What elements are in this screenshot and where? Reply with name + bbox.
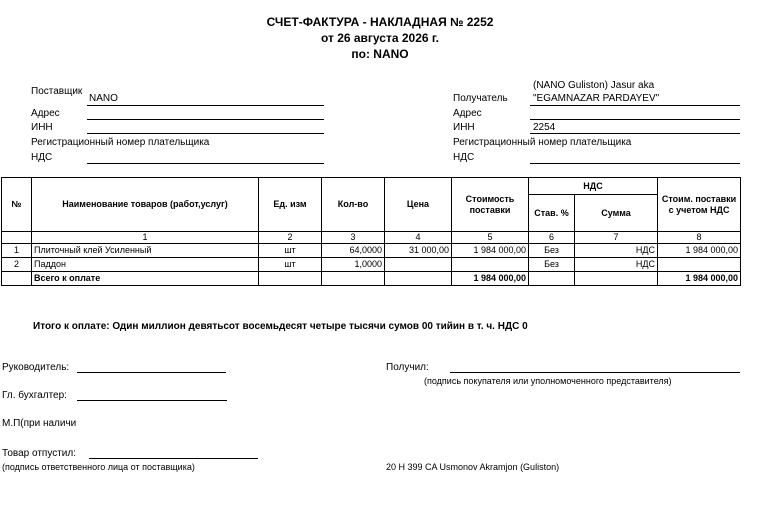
supplier-address-underline xyxy=(87,119,324,120)
recipient-value-line1: (NANO Guliston) Jasur aka xyxy=(533,80,655,91)
invoice-title: СЧЕТ-ФАКТУРА - НАКЛАДНАЯ № 2252 xyxy=(266,15,494,29)
supplier-reg-label: Регистрационный номер плательщика xyxy=(31,137,210,148)
row-name: Паддон xyxy=(32,258,259,272)
row-cost xyxy=(452,258,529,272)
row-qty: 64,0000 xyxy=(322,244,385,258)
director-signature-line xyxy=(77,372,226,373)
col-number: 4 xyxy=(385,232,452,244)
header-qty: Кол-во xyxy=(322,178,385,232)
column-numbers-row xyxy=(2,232,741,244)
table-row xyxy=(2,258,741,272)
goods-table xyxy=(1,177,741,286)
invoice-date: от 26 августа 2026 г. xyxy=(320,31,440,45)
row-unit: шт xyxy=(259,258,322,272)
recipient-label: Получатель xyxy=(453,93,508,104)
stamp-label: М.П(при наличи xyxy=(2,418,77,429)
col-number: 5 xyxy=(452,232,529,244)
director-label: Руководитель: xyxy=(2,362,70,373)
recipient-inn-value: 2254 xyxy=(533,122,556,133)
released-signature-line xyxy=(89,458,258,459)
recipient-inn-underline xyxy=(530,133,740,134)
supplier-value: NANO xyxy=(89,93,118,104)
recipient-address-label: Адрес xyxy=(453,108,482,119)
table-row xyxy=(2,244,741,258)
footer-note: 20 H 399 CA Usmonov Akramjon (Guliston) xyxy=(386,462,560,472)
supplier-nds-underline xyxy=(87,163,324,164)
header-total-with-vat: Стоим. поставки с учетом НДС xyxy=(658,178,741,232)
row-price: 31 000,00 xyxy=(385,244,452,258)
col-number: 1 xyxy=(32,232,259,244)
total-row xyxy=(2,272,741,286)
row-unit: шт xyxy=(259,244,322,258)
recipient-nds-underline xyxy=(530,163,740,164)
header-num: № xyxy=(2,178,32,232)
released-label: Товар отпустил: xyxy=(2,448,76,459)
row-qty: 1,0000 xyxy=(322,258,385,272)
received-signature-line xyxy=(450,372,740,373)
row-price xyxy=(385,258,452,272)
row-vat-rate: Без xyxy=(529,258,575,272)
col-number: 7 xyxy=(575,232,658,244)
supplier-inn-label: ИНН xyxy=(31,122,53,133)
recipient-address-underline xyxy=(530,119,740,120)
accountant-signature-line xyxy=(77,400,227,401)
header-unit: Ед. изм xyxy=(259,178,322,232)
row-cost: 1 984 000,00 xyxy=(452,244,529,258)
recipient-underline xyxy=(530,105,740,106)
header-price: Цена xyxy=(385,178,452,232)
total-cost: 1 984 000,00 xyxy=(452,272,529,286)
supplier-label: Поставщик xyxy=(31,86,83,97)
row-name: Плиточный клей Усиленный xyxy=(32,244,259,258)
received-label: Получил: xyxy=(386,362,429,373)
total-with-vat: 1 984 000,00 xyxy=(658,272,741,286)
row-total: 1 984 000,00 xyxy=(658,244,741,258)
col-number: 3 xyxy=(322,232,385,244)
col-number: 8 xyxy=(658,232,741,244)
recipient-reg-label: Регистрационный номер плательщика xyxy=(453,137,632,148)
row-num: 1 xyxy=(2,244,32,258)
supplier-address-label: Адрес xyxy=(31,108,60,119)
released-note: (подпись ответственного лица от поставщика) xyxy=(2,462,195,472)
row-vat-rate: Без xyxy=(529,244,575,258)
total-label: Всего к оплате xyxy=(32,272,259,286)
row-total xyxy=(658,258,741,272)
row-vat-sum: НДС xyxy=(575,244,658,258)
summary-text: Итого к оплате: Один миллион девятьсот восемьдесят четыре тысячи сумов 00 тийин в т. ч. НДС 0 xyxy=(33,321,528,332)
header-vat-rate: Став. % xyxy=(529,195,575,232)
invoice-contract: по: NANO xyxy=(351,47,409,61)
supplier-inn-underline xyxy=(87,133,324,134)
row-num: 2 xyxy=(2,258,32,272)
header-cost: Стоимость поставки xyxy=(452,178,529,232)
accountant-label: Гл. бухгалтер: xyxy=(2,390,67,401)
header-name: Наименование товаров (работ,услуг) xyxy=(32,178,259,232)
header-vat-sum: Сумма xyxy=(575,195,658,232)
supplier-nds-label: НДС xyxy=(31,152,53,163)
supplier-underline xyxy=(87,105,324,106)
header-vat-group: НДС xyxy=(529,178,658,195)
row-vat-sum: НДС xyxy=(575,258,658,272)
recipient-nds-label: НДС xyxy=(453,152,475,163)
recipient-inn-label: ИНН xyxy=(453,122,475,133)
col-number: 6 xyxy=(529,232,575,244)
recipient-value-line2: "EGAMNAZAR PARDAYEV" xyxy=(533,93,660,104)
col-number: 2 xyxy=(259,232,322,244)
received-note: (подпись покупателя или уполномоченного представителя) xyxy=(424,376,672,386)
